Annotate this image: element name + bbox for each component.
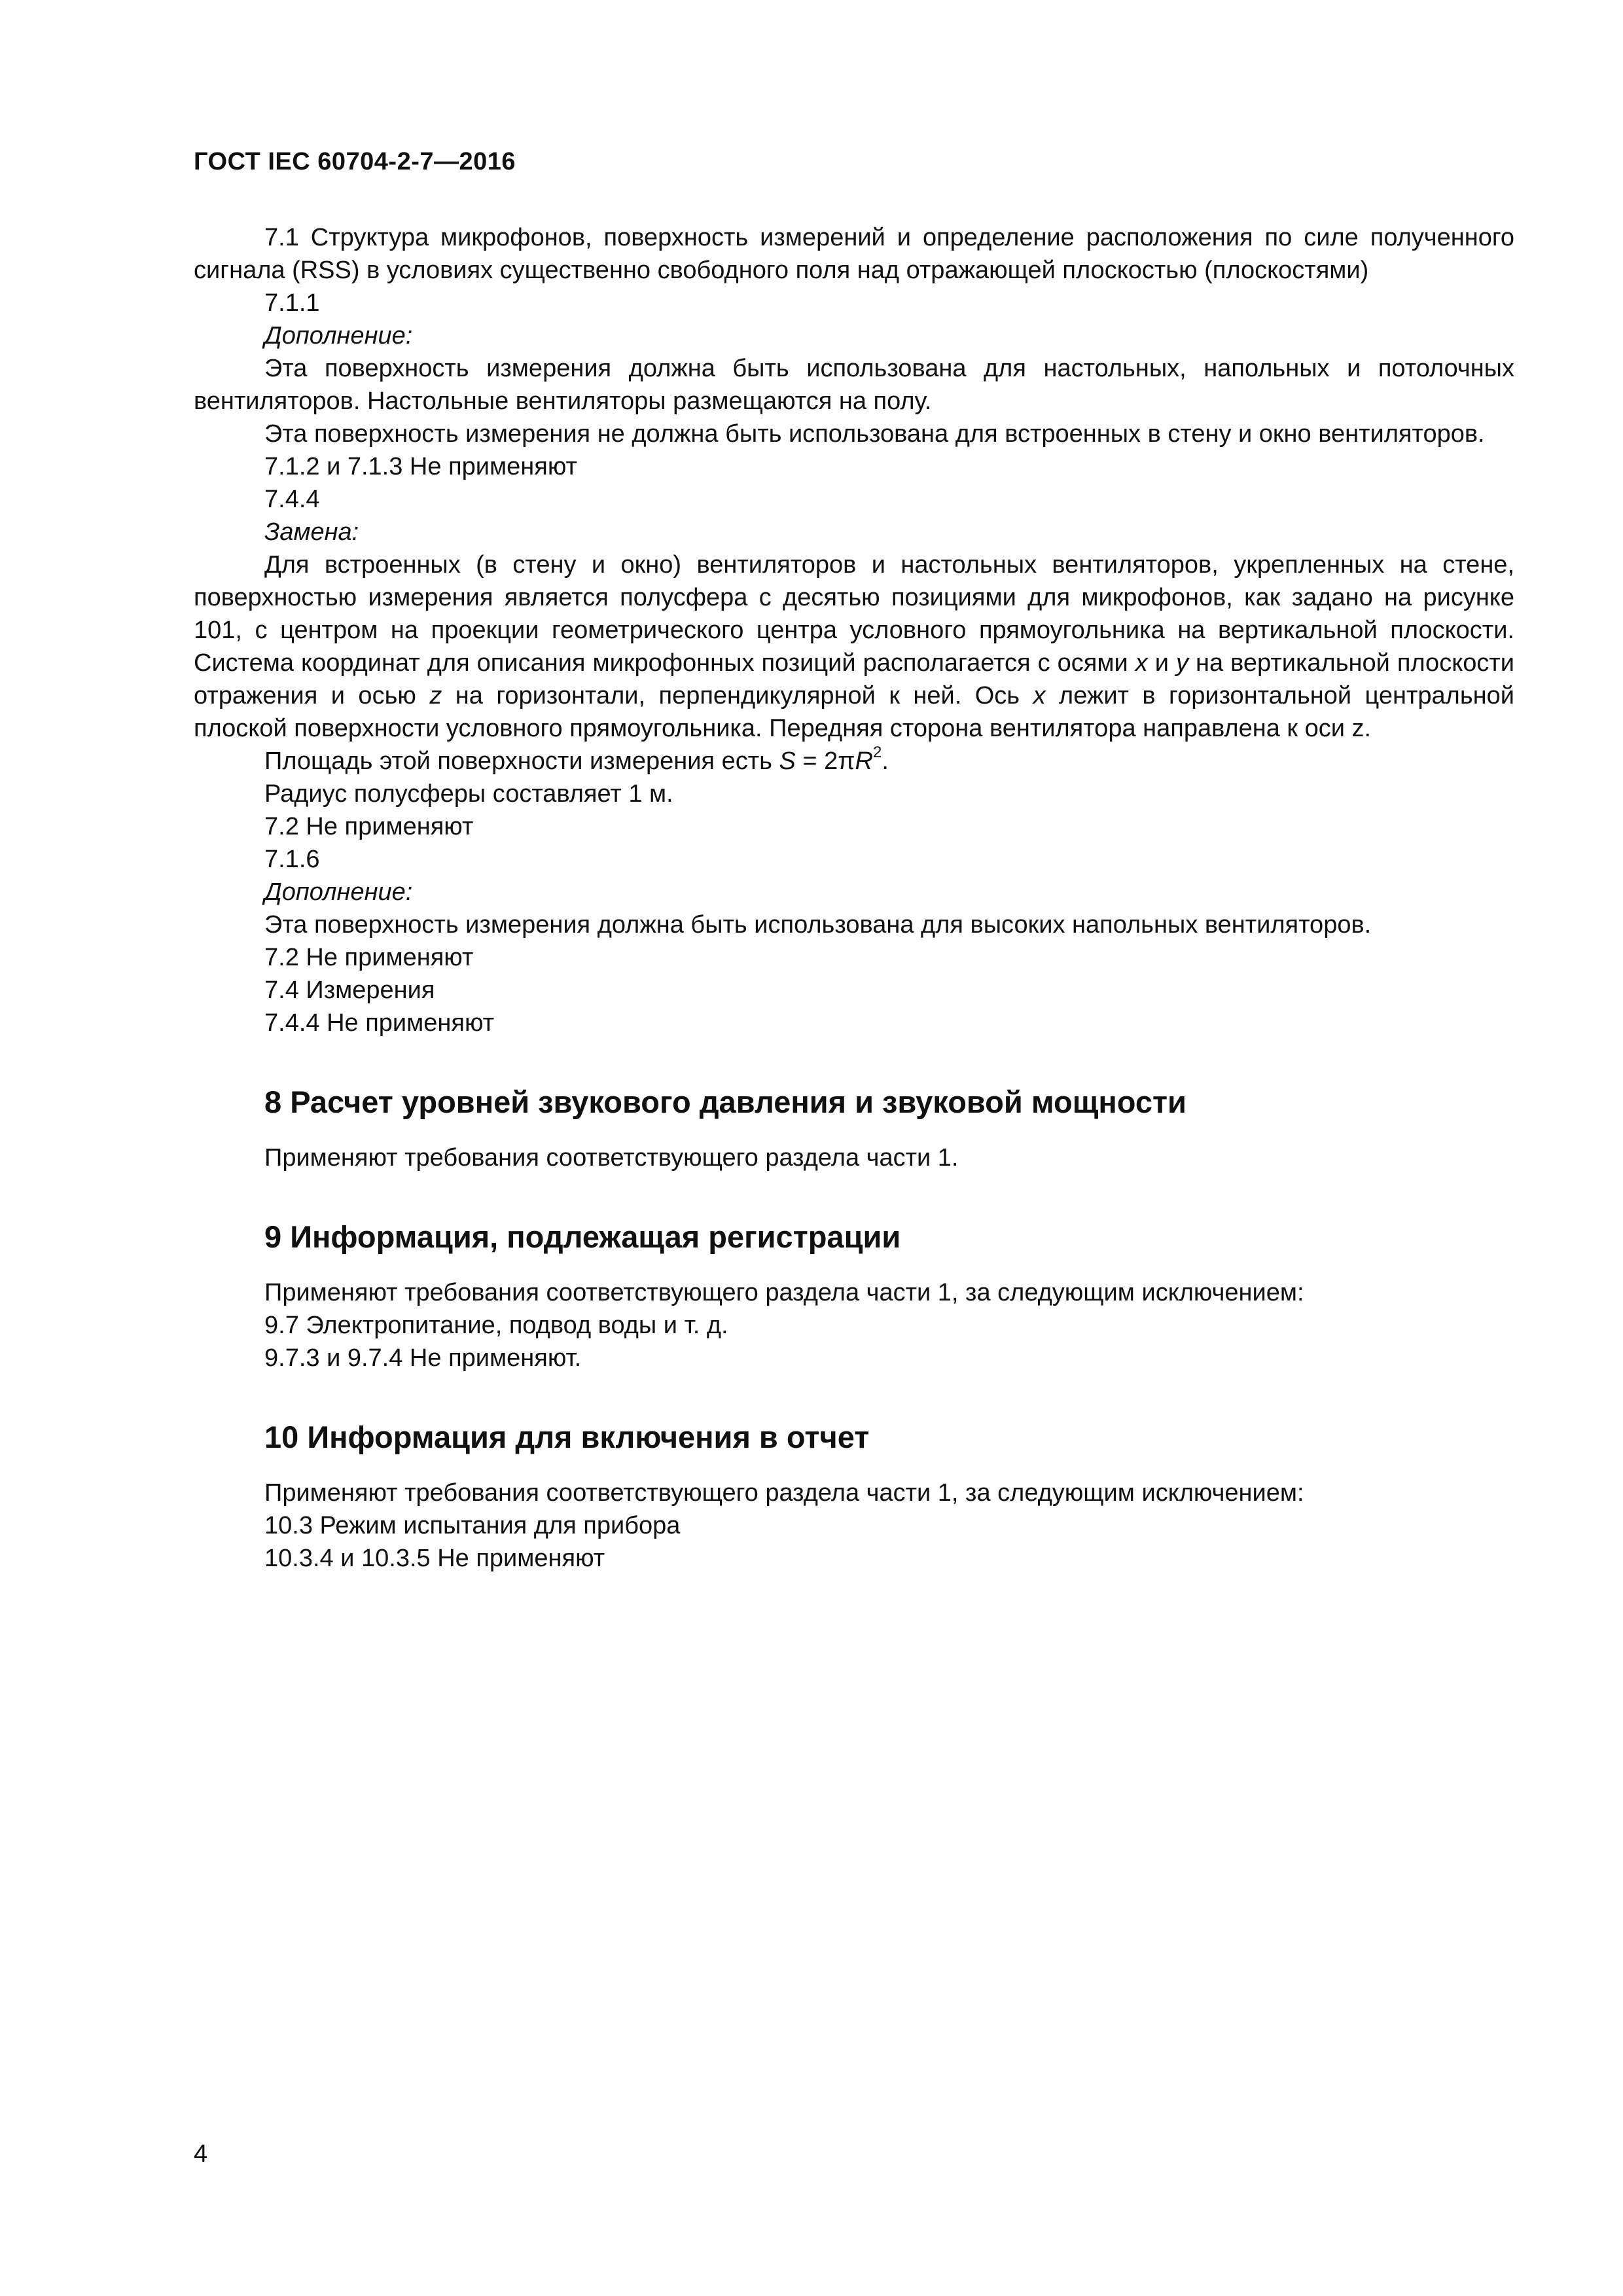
clause-7-2-line: 7.2 Не применяют — [264, 944, 474, 971]
addition-paragraph: Эта поверхность измерения должна быть использована для настольных, напольных и потолочных вентиляторов. Настольные вентиляторы размещаются на полу. — [194, 355, 1514, 415]
addition-paragraph: Эта поверхность измерения не должна быть использована для встроенных в стену и окно вентиляторов. — [264, 420, 1485, 448]
area-formula-line — [264, 745, 1514, 778]
replacement-text-2: на вертикальной плоскости отражения и осью — [194, 649, 1515, 709]
axis-x-symbol: x — [1033, 682, 1046, 709]
replacement-label: Замена: — [264, 518, 359, 546]
radius-symbol: R — [855, 747, 873, 775]
section-10-text: 10.3 Режим испытания для прибора — [264, 1512, 681, 1539]
addition-paragraph: Эта поверхность измерения должна быть использована для высоких напольных вентиляторов. — [264, 911, 1372, 939]
section-9-text: 9.7.3 и 9.7.4 Не применяют. — [264, 1344, 582, 1372]
area-equals: = 2π — [795, 747, 855, 775]
axis-x-symbol: x — [1135, 649, 1148, 677]
replacement-paragraph — [194, 548, 1514, 745]
clause-7-4-4-number: 7.4.4 — [264, 486, 320, 513]
clause-7-1-6-number: 7.1.6 — [264, 846, 320, 873]
conjunction: и — [1154, 649, 1169, 677]
axis-y-symbol: y — [1176, 649, 1188, 677]
addition-label: Дополнение: — [264, 322, 413, 350]
area-symbol: S — [779, 747, 796, 775]
section-8-heading: 8 Расчет уровней звукового давления и звуковой мощности — [264, 1085, 1186, 1119]
document-body — [194, 221, 1514, 1575]
section-9-text: Применяют требования соответствующего раздела части 1, за следующим исключением: — [264, 1279, 1304, 1306]
exponent: 2 — [872, 744, 882, 762]
section-9-heading: 9 Информация, подлежащая регистрации — [264, 1219, 901, 1254]
area-formula-prefix: Площадь этой поверхности измерения есть — [264, 747, 772, 775]
page-number: 4 — [194, 2140, 208, 2168]
section-10-text: 10.3.4 и 10.3.5 Не применяют — [264, 1545, 605, 1572]
area-end: . — [882, 747, 889, 775]
clause-7-1: 7.1 Структура микрофонов, поверхность измерений и определение расположения по силе полученного сигнала (RSS) в условиях существенно свободного поля над отражающей плоскостью (плоскостями) — [194, 224, 1514, 284]
clause-7-4-line: 7.4 Измерения — [264, 977, 435, 1004]
section-10-heading: 10 Информация для включения в отчет — [264, 1420, 870, 1454]
addition-label: Дополнение: — [264, 878, 413, 906]
clause-7-2-line: 7.2 Не применяют — [264, 813, 474, 840]
replacement-text-3: на горизонтали, перпендикулярной к ней. Ось — [455, 682, 1020, 709]
clause-7-1-2-line: 7.1.2 и 7.1.3 Не применяют — [264, 453, 577, 480]
replacement-text-4: лежит в горизонтальной центральной плоской поверхности условного прямоугольника. Передняя сторона вентилятора направлена к оси z. — [194, 682, 1514, 742]
document-code-header: ГОСТ IEC 60704-2-7—2016 — [194, 148, 516, 175]
axis-z-symbol: z — [429, 682, 442, 709]
section-9-text: 9.7 Электропитание, подвод воды и т. д. — [264, 1312, 728, 1339]
radius-line: Радиус полусферы составляет 1 м. — [264, 780, 673, 808]
clause-7-1-1-number: 7.1.1 — [264, 289, 320, 317]
replacement-text-1: Для встроенных (в стену и окно) вентиляторов и настольных вентиляторов, укрепленных на стене, поверхностью измерения является полусфера с десятью позициями для микрофонов, как задано на рисунке 101, с центром на проекции геометрического центра условного прямоугольника на вертикальной плоскости. Система координат для описания микрофонных позиций располагается с осями — [194, 551, 1514, 677]
section-10-text: Применяют требования соответствующего раздела части 1, за следующим исключением: — [264, 1479, 1304, 1507]
clause-7-4-4-line: 7.4.4 Не применяют — [264, 1009, 495, 1037]
section-8-text: Применяют требования соответствующего раздела части 1. — [264, 1144, 959, 1172]
